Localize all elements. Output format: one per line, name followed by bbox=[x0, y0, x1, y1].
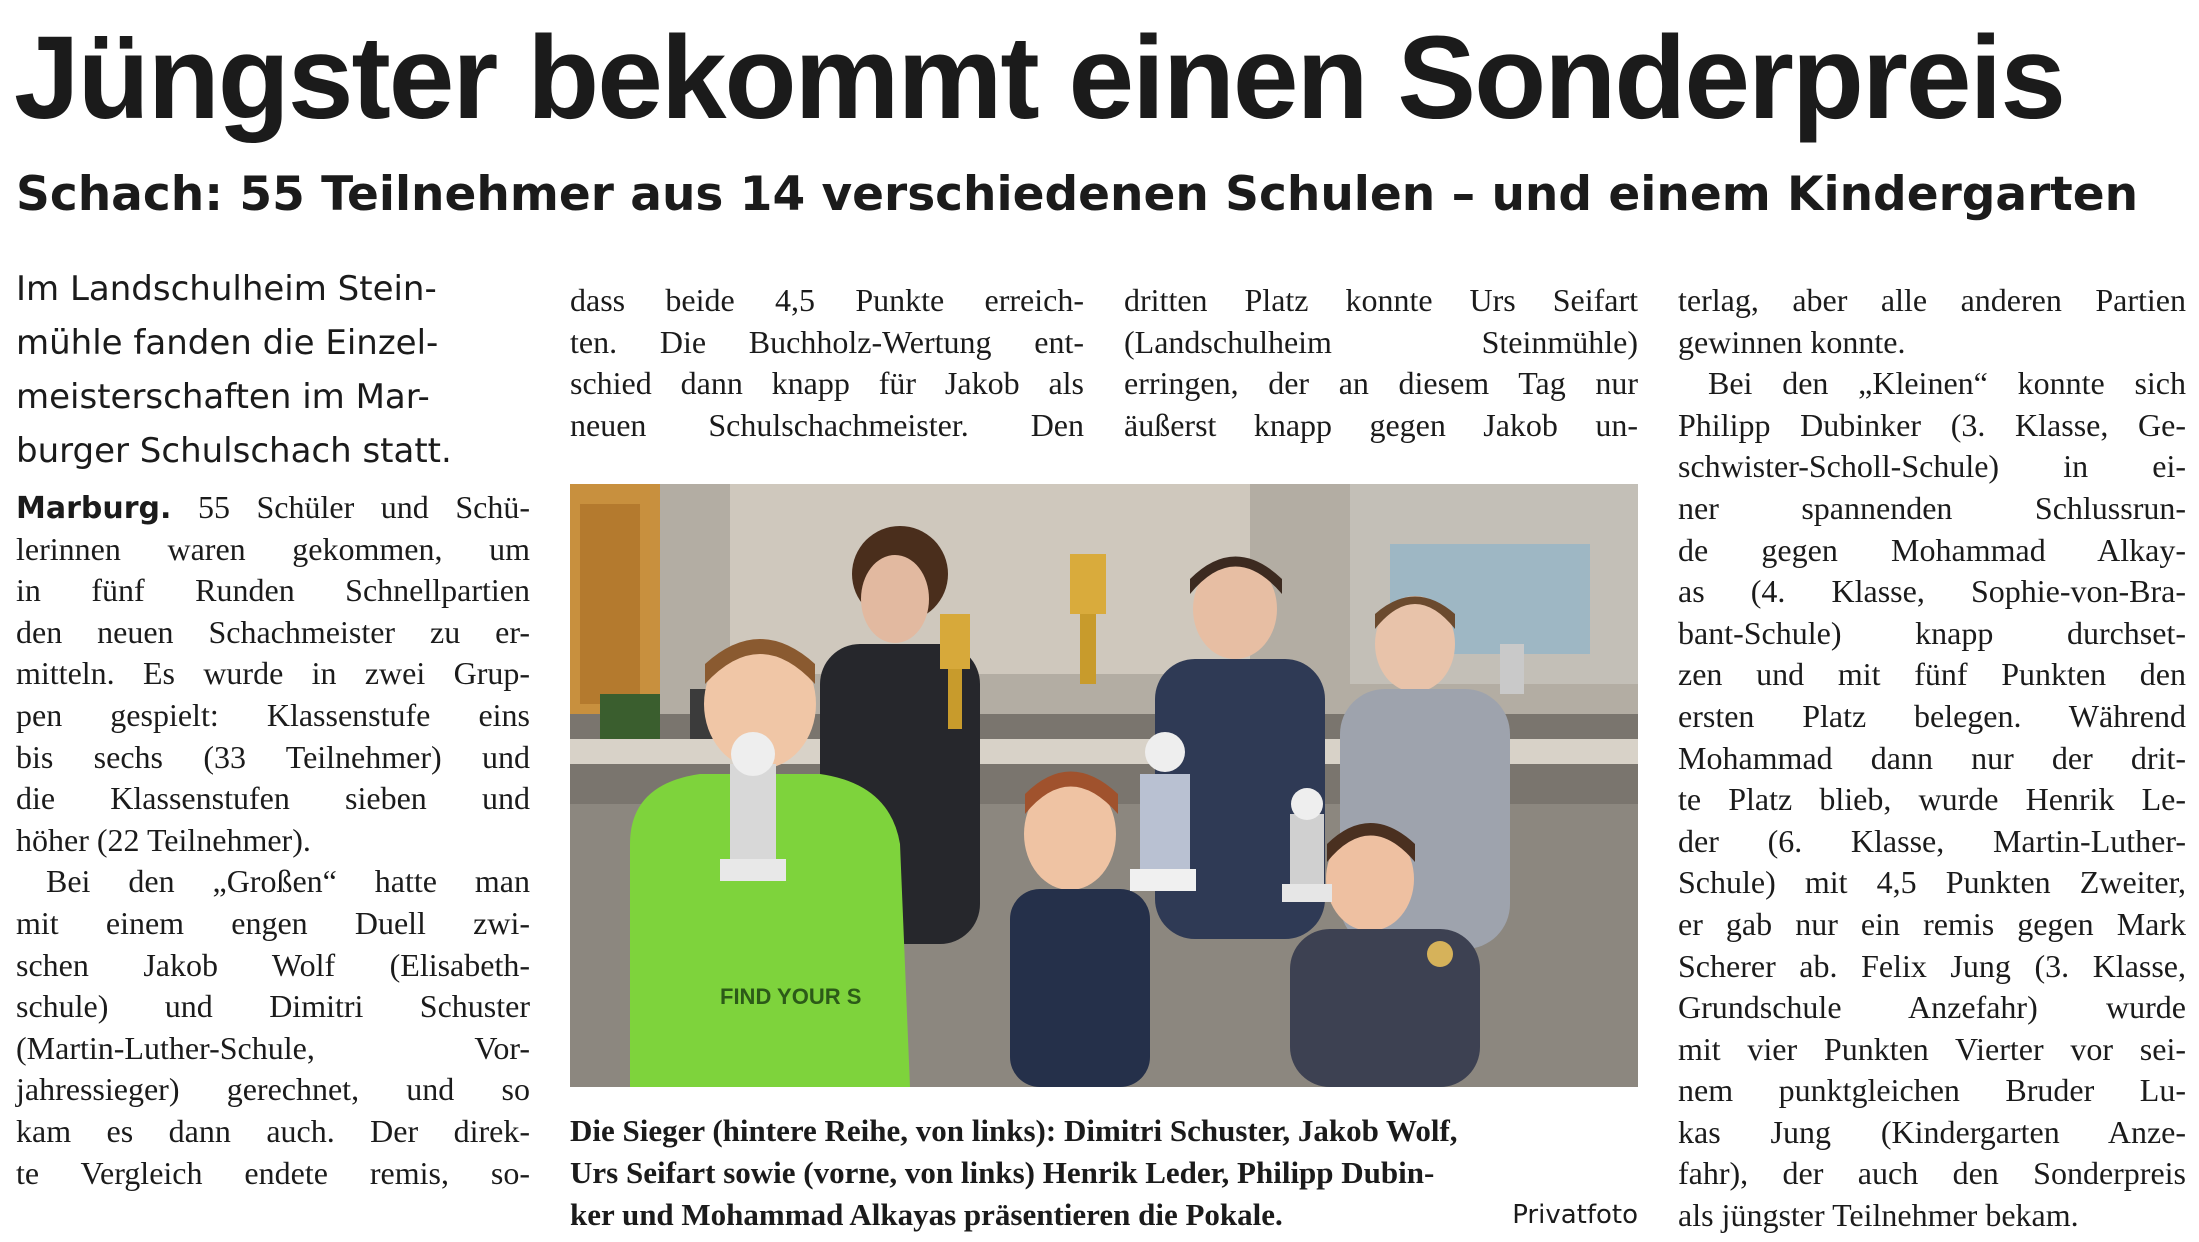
text-line: pen gespielt: Klassenstufe eins bbox=[16, 696, 530, 733]
text-line: bis sechs (33 Teilnehmer) und bbox=[16, 738, 530, 775]
wall bbox=[730, 484, 1250, 674]
article-column-4 bbox=[1678, 280, 2186, 1237]
text-line: mitteln. Es wurde in zwei Grup- bbox=[16, 655, 530, 692]
text-line: schied dann knapp für Jakob als bbox=[570, 365, 1084, 402]
trophy bbox=[940, 614, 970, 669]
text-line: der (6. Klasse, Martin-Luther- bbox=[1678, 822, 2186, 859]
dateline: Marburg. bbox=[16, 491, 172, 526]
lead-line: mühle fanden die Einzel- bbox=[16, 323, 439, 363]
shirt-print: FIND YOUR S bbox=[720, 984, 862, 1009]
caption-line: Urs Seifart sowie (vorne, von links) Henrik Leder, Philipp Dubin- bbox=[570, 1155, 1435, 1190]
article-column-2 bbox=[570, 280, 1084, 446]
article-photo bbox=[570, 484, 1638, 1087]
text-line: schwister-Scholl-Schule) in ei- bbox=[1678, 448, 2186, 485]
text-line: nem punktgleichen Bruder Lu- bbox=[1678, 1072, 2186, 1109]
text-line: in fünf Runden Schnellpartien bbox=[16, 572, 530, 609]
text-line: Grundschule Anzefahr) wurde bbox=[1678, 989, 2186, 1026]
trophy bbox=[1290, 814, 1324, 884]
text-line: lerinnen waren gekommen, um bbox=[16, 530, 530, 567]
article-column-3 bbox=[1124, 280, 1638, 446]
text-line: erringen, der an diesem Tag nur bbox=[1124, 365, 1638, 402]
text-line: äußerst knapp gegen Jakob un- bbox=[1124, 406, 1638, 443]
text-line: er gab nur ein remis gegen Mark bbox=[1678, 905, 2186, 942]
text-line: kam es dann auch. Der direk- bbox=[16, 1112, 530, 1149]
photo-caption bbox=[570, 1110, 1638, 1236]
text-line: schen Jakob Wolf (Elisabeth- bbox=[16, 946, 530, 983]
text-line: Marburg. 55 Schüler und Schü- bbox=[16, 489, 530, 526]
text-line: höher (22 Teilnehmer). bbox=[16, 821, 311, 858]
text-line: schule) und Dimitri Schuster bbox=[16, 988, 530, 1025]
text-line: (Martin-Luther-Schule, Vor- bbox=[16, 1029, 530, 1066]
text-line: fahr), der auch den Sonderpreis bbox=[1678, 1155, 2186, 1192]
text-line: die Klassenstufen sieben und bbox=[16, 780, 530, 817]
text-line: zen und mit fünf Punkten den bbox=[1678, 656, 2186, 693]
trophy bbox=[1500, 644, 1524, 694]
text-line: Mohammad dann nur der drit- bbox=[1678, 739, 2186, 776]
text-line: te Platz blieb, wurde Henrik Le- bbox=[1678, 781, 2186, 818]
headline: Jüngster bekommt einen Sonderpreis bbox=[14, 12, 2064, 144]
text-line: gewinnen konnte. bbox=[1678, 323, 1906, 360]
trophy bbox=[730, 764, 776, 859]
trophy bbox=[1140, 774, 1190, 869]
text-line: mit vier Punkten Vierter vor sei- bbox=[1678, 1030, 2186, 1067]
text-line: as (4. Klasse, Sophie-von-Bra- bbox=[1678, 573, 2186, 610]
text-line: dritten Platz konnte Urs Seifart bbox=[1124, 282, 1638, 318]
medal bbox=[1427, 941, 1453, 967]
text-line: ten. Die Buchholz-Wertung ent- bbox=[570, 323, 1084, 360]
text-line: ner spannenden Schlussrun- bbox=[1678, 489, 2186, 526]
text-line: Philipp Dubinker (3. Klasse, Ge- bbox=[1678, 406, 2186, 443]
caption-line: Die Sieger (hintere Reihe, von links): Dimitri Schuster, Jakob Wolf, bbox=[570, 1113, 1458, 1148]
photo-credit: Privatfoto bbox=[1512, 1200, 1638, 1230]
text-line: den neuen Schachmeister zu er- bbox=[16, 613, 530, 650]
lead-line: meisterschaften im Mar- bbox=[16, 377, 430, 417]
text-line: bant-Schule) knapp durchset- bbox=[1678, 614, 2186, 651]
text-line: te Vergleich endete remis, so- bbox=[16, 1154, 530, 1191]
subheadline: Schach: 55 Teilnehmer aus 14 verschiedenen Schulen – und einem Kindergarten bbox=[16, 167, 2139, 222]
text-line: ersten Platz belegen. Während bbox=[1678, 697, 2186, 734]
photo-illustration bbox=[570, 484, 1638, 1087]
lead-line: Im Landschulheim Stein- bbox=[16, 269, 437, 309]
text-line: als jüngster Teilnehmer bekam. bbox=[1678, 1197, 2079, 1234]
text-line: Scherer ab. Felix Jung (3. Klasse, bbox=[1678, 947, 2186, 984]
text-line: Bei den „Kleinen“ konnte sich bbox=[1708, 365, 2186, 402]
lead-paragraph bbox=[16, 262, 536, 478]
text-line: neuen Schulschachmeister. Den bbox=[570, 406, 1084, 443]
text-line: mit einem engen Duell zwi- bbox=[16, 904, 530, 941]
caption-line: ker und Mohammad Alkayas präsentieren die Pokale. Privatfoto bbox=[570, 1194, 1638, 1236]
lead-line: burger Schulschach statt. bbox=[16, 431, 452, 471]
text-line: dass beide 4,5 Punkte erreich- bbox=[570, 282, 1084, 318]
text-line: jahressieger) gerechnet, und so bbox=[16, 1071, 530, 1108]
text-line: terlag, aber alle anderen Partien bbox=[1678, 282, 2186, 318]
text-line: Schule) mit 4,5 Punkten Zweiter, bbox=[1678, 864, 2186, 901]
text-line: (Landschulheim Steinmühle) bbox=[1124, 323, 1638, 360]
text-line: Bei den „Großen“ hatte man bbox=[46, 863, 530, 900]
trophy bbox=[1070, 554, 1106, 614]
text-line: kas Jung (Kindergarten Anze- bbox=[1678, 1113, 2186, 1150]
text-line: de gegen Mohammad Alkay- bbox=[1678, 531, 2186, 568]
article-column-1 bbox=[16, 487, 530, 1194]
